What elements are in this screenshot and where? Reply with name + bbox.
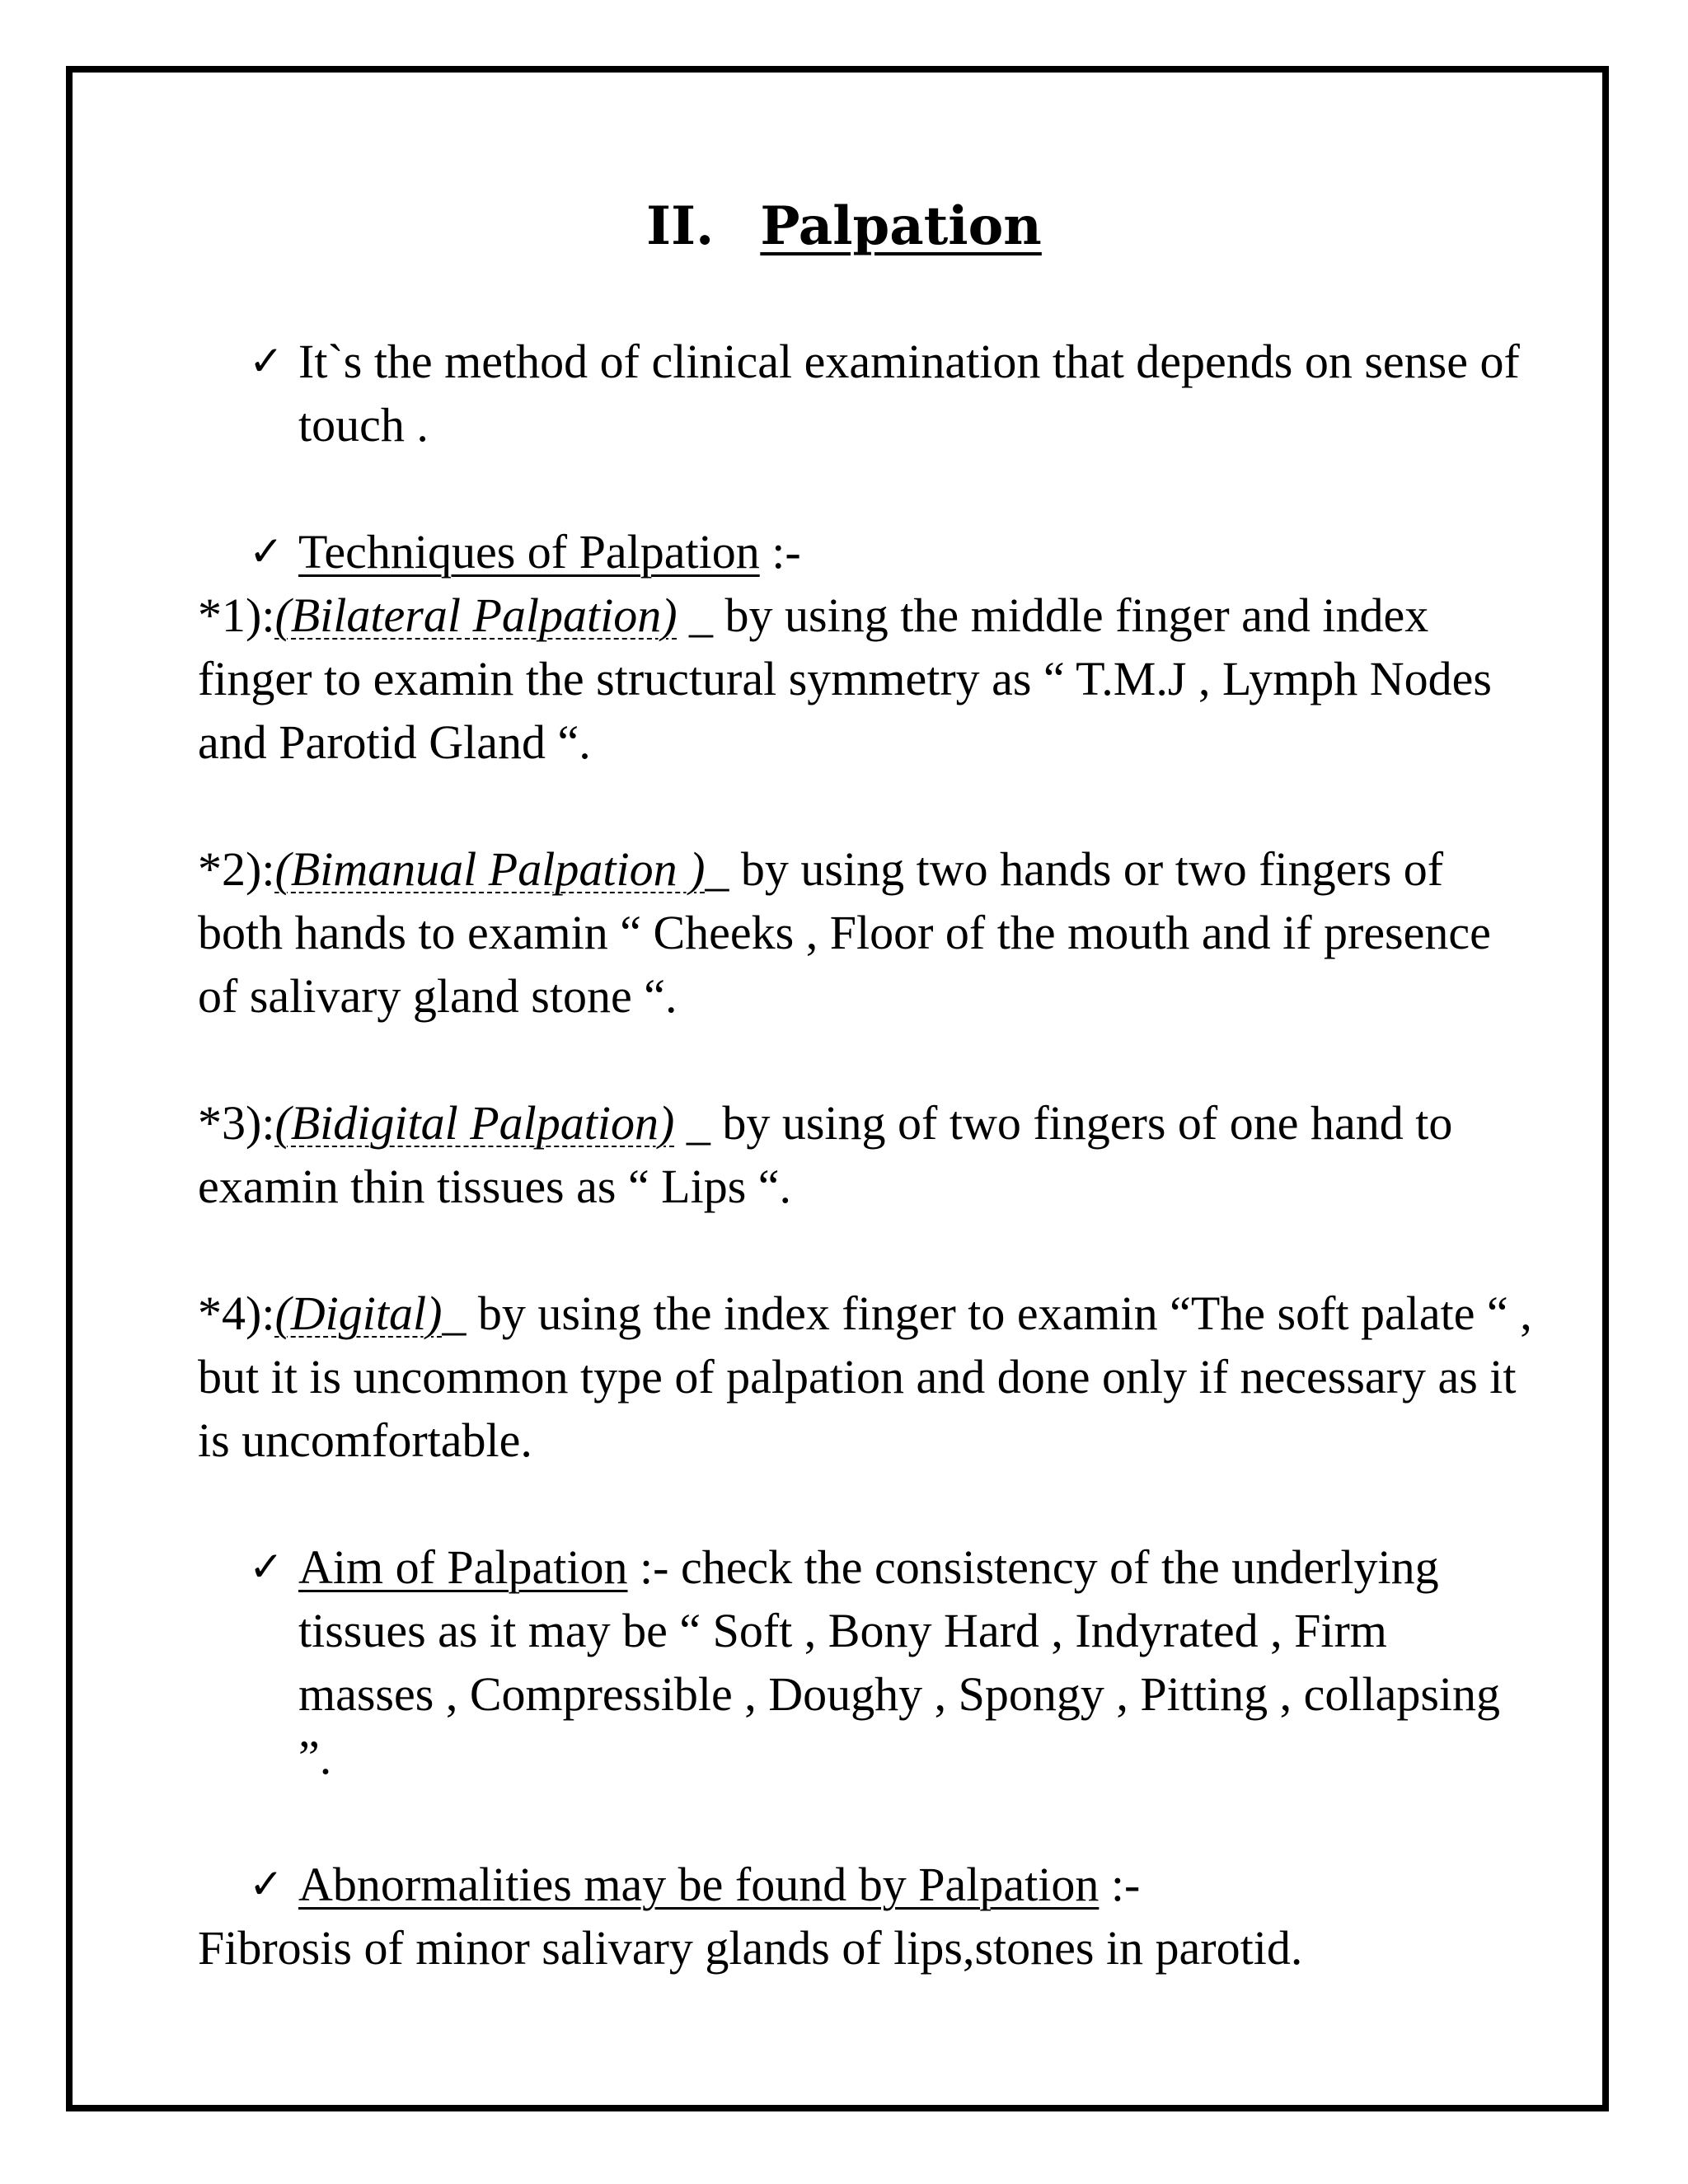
technique-text: _ by using the middle finger and index finger to examin the structural symmetry as “ T.M.J , Lymph Nodes and Parotid Gland “. bbox=[198, 588, 1492, 769]
techniques-heading: Techniques of Palpation bbox=[298, 525, 760, 579]
aim-text: :- check the consistency of the underlying tissues as it may be “ Soft , Bony Hard , Indyrated , Firm masses , Compressible , Doughy , Spongy , Pitting , collapsing ”. bbox=[298, 1540, 1501, 1784]
technique-item-3 bbox=[198, 1091, 1533, 1218]
technique-text: _ by using two hands or two fingers of both hands to examin “ Cheeks , Floor of the mouth and if presence of salivary gland stone “. bbox=[198, 842, 1491, 1023]
abnormalities-suffix: :- bbox=[1099, 1858, 1141, 1911]
technique-text: _ by using the index finger to examin “The soft palate “ , but it is uncommon type of palpation and done only if necessary as it is uncomfortable. bbox=[198, 1286, 1532, 1467]
techniques-bullet bbox=[198, 520, 1533, 583]
document-body bbox=[198, 330, 1533, 1980]
techniques-suffix: :- bbox=[759, 525, 801, 579]
technique-name: (Bimanual Palpation ) bbox=[274, 842, 706, 896]
technique-number: *3): bbox=[198, 1096, 275, 1150]
page-title bbox=[0, 194, 1688, 260]
technique-number: *4): bbox=[198, 1286, 275, 1340]
checkmark-icon: ✓ bbox=[249, 1543, 284, 1591]
checkmark-icon: ✓ bbox=[249, 1860, 284, 1908]
intro-bullet bbox=[198, 330, 1533, 457]
intro-text: It`s the method of clinical examination that depends on sense of touch . bbox=[298, 335, 1520, 452]
section-title: Palpation bbox=[760, 195, 1042, 257]
aim-heading: Aim of Palpation bbox=[298, 1540, 628, 1594]
technique-name: (Bilateral Palpation) bbox=[274, 588, 678, 642]
technique-item-2 bbox=[198, 837, 1533, 1028]
abnormalities-heading: Abnormalities may be found by Palpation bbox=[298, 1858, 1100, 1911]
technique-number: *1): bbox=[198, 588, 275, 642]
abnormalities-bullet bbox=[198, 1853, 1533, 1916]
aim-bullet bbox=[198, 1535, 1533, 1789]
abnormalities-text: Fibrosis of minor salivary glands of lips,stones in parotid. bbox=[198, 1921, 1303, 1975]
technique-name: (Bidigital Palpation) bbox=[274, 1096, 675, 1150]
technique-text: _ by using of two fingers of one hand to examin thin tissues as “ Lips “. bbox=[198, 1096, 1453, 1213]
checkmark-icon: ✓ bbox=[249, 527, 284, 575]
technique-item-4 bbox=[198, 1282, 1533, 1472]
checkmark-icon: ✓ bbox=[249, 337, 284, 385]
technique-item-1 bbox=[198, 583, 1533, 774]
section-numeral: II. bbox=[646, 195, 715, 257]
technique-name: (Digital) bbox=[274, 1286, 443, 1340]
technique-number: *2): bbox=[198, 842, 275, 896]
